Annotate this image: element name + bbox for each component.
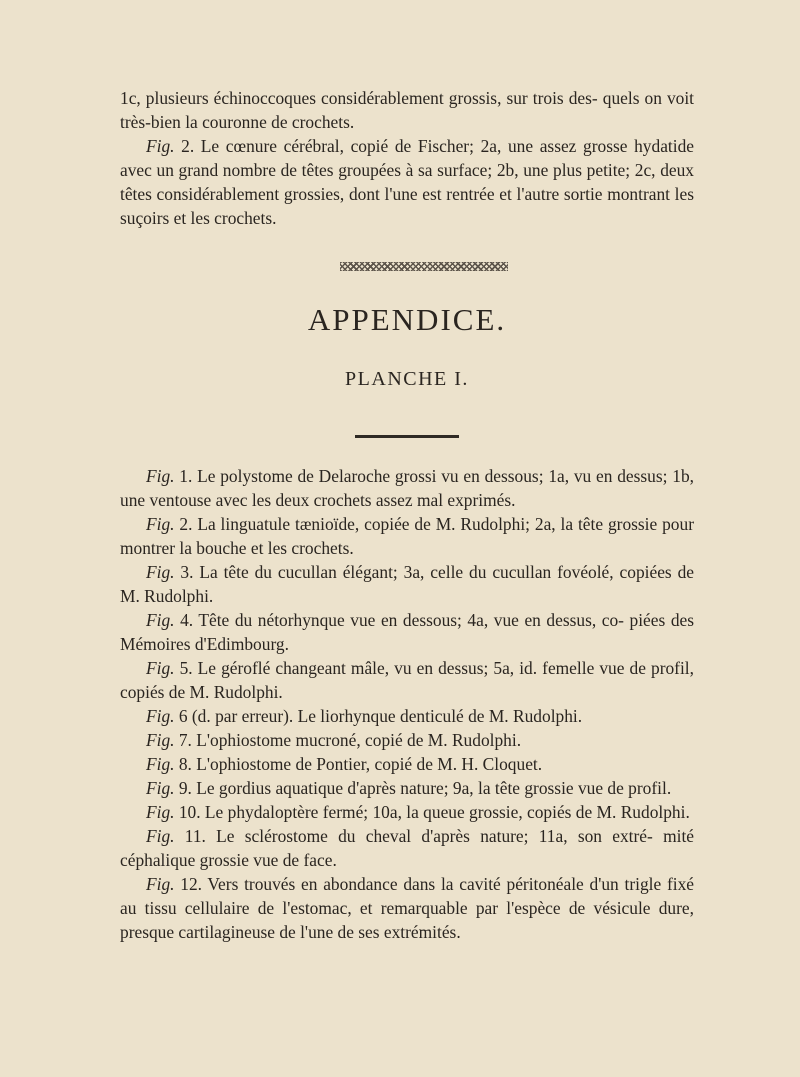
figure-entry	[120, 872, 694, 944]
fig-text: 12. Vers trouvés en abondance dans la cavité péritonéale d'un trigle fixé au tissu cellulaire de l'estomac, et remarquable par l'espèce de vésicule dure, presque cartilagineuse de l'une de ses extrémités.	[120, 874, 694, 942]
figure-entry	[120, 728, 694, 752]
fig-text: 4. Tête du nétorhynque vue en dessous; 4a, vue en dessus, co- piées des Mémoires d'Edimbourg.	[120, 610, 694, 654]
figure-entry	[120, 776, 694, 800]
paragraph-1c: 1c, plusieurs échinoccoques considérablement grossis, sur trois des- quels on voit très-bien la couronne de crochets.	[120, 88, 694, 132]
decorative-ornament-rule	[340, 262, 508, 271]
fig-label: Fig.	[146, 730, 175, 750]
fig-label: Fig.	[146, 514, 175, 534]
continued-text-block	[120, 86, 694, 230]
fig-label: Fig.	[146, 136, 175, 156]
fig-text: 3. La tête du cucullan élégant; 3a, celle du cucullan fovéolé, copiées de M. Rudolphi.	[120, 562, 694, 606]
figure-entry	[120, 608, 694, 656]
figure-entry	[120, 656, 694, 704]
figure-entry	[120, 824, 694, 872]
fig-label: Fig.	[146, 658, 175, 678]
figure-entry	[120, 464, 694, 512]
fig-label: Fig.	[146, 706, 175, 726]
figure-entry	[120, 800, 694, 824]
fig-text: 6 (d. par erreur). Le liorhynque denticulé de M. Rudolphi.	[174, 706, 583, 726]
fig-text: 11. Le sclérostome du cheval d'après nature; 11a, son extré- mité céphalique grossie vue de face.	[120, 826, 694, 870]
fig-label: Fig.	[146, 466, 175, 486]
fig-label: Fig.	[146, 802, 175, 822]
fig-text: 1. Le polystome de Delaroche grossi vu en dessous; 1a, vu en dessus; 1b, une ventouse avec les deux crochets assez mal exprimés.	[120, 466, 694, 510]
fig-text: 7. L'ophiostome mucroné, copié de M. Rudolphi.	[174, 730, 522, 750]
divider-rule	[355, 435, 459, 438]
fig-text: 5. Le géroflé changeant mâle, vu en dessus; 5a, id. femelle vue de profil, copiés de M. Rudolphi.	[120, 658, 694, 702]
fig-text: 2. La linguatule tænioïde, copiée de M. Rudolphi; 2a, la tête grossie pour montrer la bouche et les crochets.	[120, 514, 694, 558]
fig-label: Fig.	[146, 874, 175, 894]
fig-text: 8. L'ophiostome de Pontier, copié de M. H. Cloquet.	[174, 754, 543, 774]
fig-text: 10. Le phydaloptère fermé; 10a, la queue grossie, copiés de M. Rudolphi.	[174, 802, 690, 822]
paragraph-fig-2-coenure	[120, 134, 694, 230]
fig-label: Fig.	[146, 778, 175, 798]
figure-entry	[120, 560, 694, 608]
plate-figure-list	[120, 464, 694, 944]
figure-entry	[120, 752, 694, 776]
figure-entry	[120, 512, 694, 560]
fig-text: 2. Le cœnure cérébral, copié de Fischer; 2a, une assez grosse hydatide avec un grand nombre de têtes groupées à sa surface; 2b, une plus petite; 2c, deux têtes considérablement grossies, dont l'une est rentrée et l'autre sortie montrant les suçoirs et les crochets.	[120, 136, 694, 228]
fig-label: Fig.	[146, 610, 175, 630]
plate-title: PLANCHE I.	[345, 368, 469, 390]
fig-text: 9. Le gordius aquatique d'après nature; 9a, la tête grossie vue de profil.	[174, 778, 672, 798]
fig-label: Fig.	[146, 826, 175, 846]
figure-entry	[120, 704, 694, 728]
fig-label: Fig.	[146, 754, 175, 774]
fig-label: Fig.	[146, 562, 175, 582]
section-title-appendix: APPENDICE.	[307, 302, 507, 337]
